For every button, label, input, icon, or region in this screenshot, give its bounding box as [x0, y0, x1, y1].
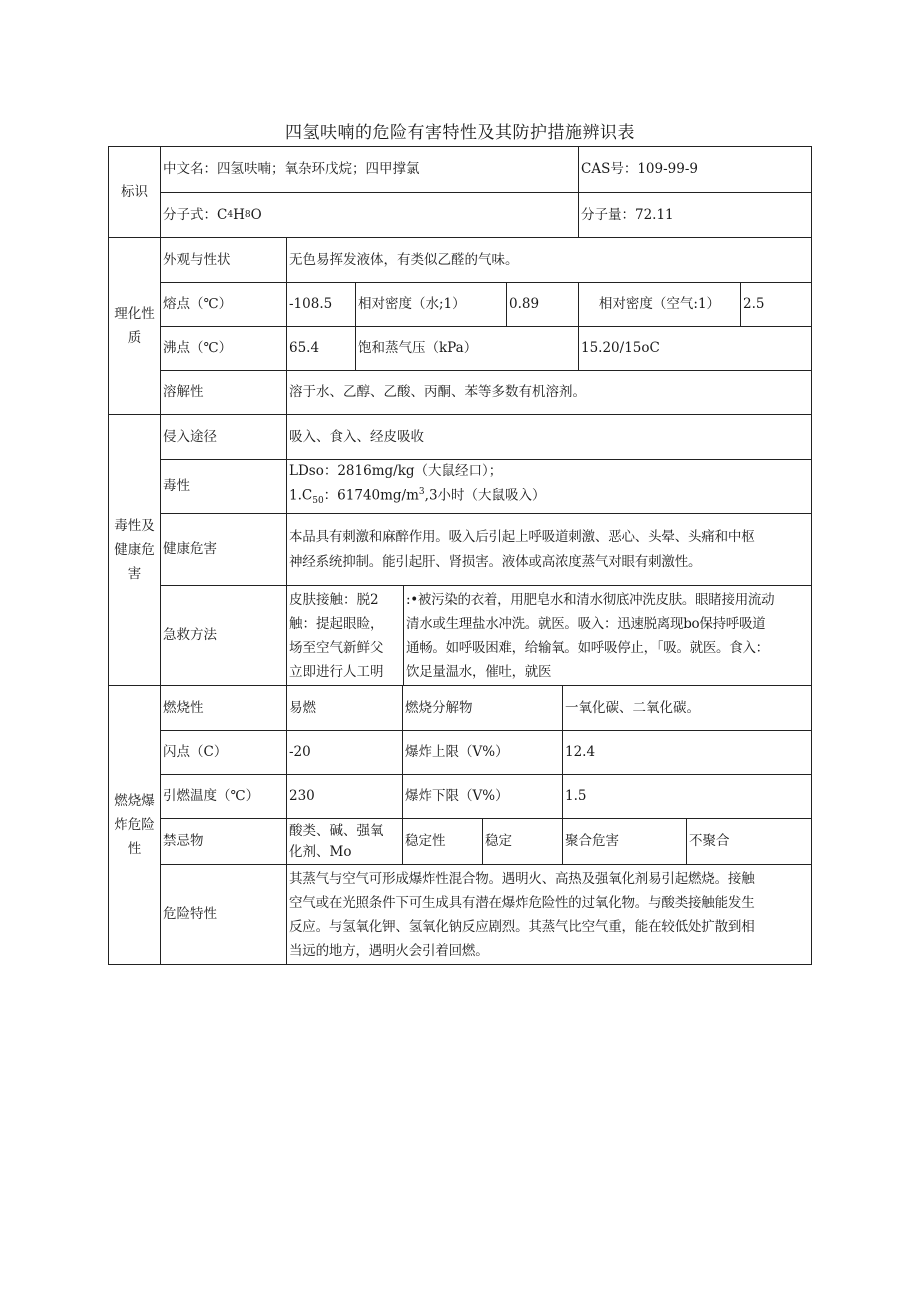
vapor-pressure-value: 15.20/15oC	[581, 340, 660, 356]
firstaid-right-1: :•被污染的衣着，用肥皂水和清水彻底冲洗皮肤。眼睹接用流动	[406, 591, 775, 608]
cas-number: CAS号：109-99-9	[581, 161, 698, 177]
melting-point-label: 熔点（℃）	[163, 296, 233, 312]
route-value: 吸入、食入、经皮吸收	[289, 428, 424, 445]
stability-value: 稳定	[485, 833, 512, 849]
lc50-sub: 50	[312, 496, 324, 507]
flash-point-value: -20	[289, 744, 311, 760]
ld50: LDso：2816mg/kg（大鼠经口）；	[289, 462, 503, 479]
firstaid-left	[287, 586, 403, 685]
lower-explosion-limit-label: 爆炸下限（V%）	[405, 788, 509, 804]
firstaid-left-2: 触：提起眼睑，	[289, 615, 384, 632]
toxicity-label: 毒性	[163, 478, 190, 494]
firstaid-left-3: 场至空气新鲜父	[289, 639, 384, 656]
upper-explosion-limit-label: 爆炸上限（V%）	[405, 744, 509, 760]
health-value	[287, 514, 811, 585]
formula-h: H	[233, 206, 245, 223]
rel-density-air-value: 2.5	[743, 296, 765, 312]
firstaid-label: 急救方法	[163, 627, 217, 643]
combustion-products-label: 燃烧分解物	[405, 699, 473, 716]
ignition-temp-label: 引燃温度（℃）	[163, 788, 260, 804]
incompatible-value	[287, 819, 402, 864]
hazard-line-3: 反应。与氢氧化钾、氢氧化钠反应剧烈。其蒸气比空气重，能在较低处扩散到相	[289, 918, 755, 935]
molecular-weight: 分子量：72.11	[581, 206, 674, 223]
cn-name: 中文名：四氢呋喃；氧杂环戊烷；四甲撑氯	[163, 161, 420, 177]
lc50-mid: ：61740mg/m	[323, 487, 419, 504]
lc50	[289, 482, 546, 512]
health-line-1: 本品具有刺激和麻醉作用。吸入后引起上呼吸道刺激、恶心、头晕、头痛和中枢	[289, 528, 755, 545]
health-label: 健康危害	[163, 541, 217, 557]
rel-density-water-value: 0.89	[509, 296, 540, 312]
melting-point-value: -108.5	[289, 296, 333, 312]
rel-density-air-label: 相对密度（空气:1）	[598, 296, 721, 312]
incompatible-label: 禁忌物	[163, 833, 204, 849]
flammability-label: 燃烧性	[163, 699, 204, 716]
incompatible-line-2: 化剂、Mo	[289, 843, 352, 860]
incompatible-line-1: 酸类、碱、强氧	[289, 822, 384, 839]
solubility-value: 溶于水、乙醇、乙酸、丙酮、苯等多数有机溶剂。	[289, 384, 586, 400]
formula-o: O	[250, 206, 262, 223]
firstaid-right-4: 饮足量温水，催吐，就医	[406, 663, 552, 680]
stability-label: 稳定性	[405, 833, 446, 849]
boiling-point-label: 沸点（℃）	[163, 340, 233, 356]
appearance-value: 无色易挥发液体，有类似乙醛的气味。	[289, 251, 519, 268]
firstaid-left-4: 立即进行人工明	[289, 663, 384, 680]
formula-h-count: 8	[244, 209, 251, 220]
lower-explosion-limit-value: 1.5	[565, 788, 587, 804]
rel-density-water-label: 相对密度（水;1）	[358, 296, 466, 312]
molecular-formula	[161, 193, 578, 237]
hazard-line-2: 空气或在光照条件下可生成具有潜在爆炸危险性的过氧化物。与酸类接触能发生	[289, 894, 755, 911]
health-line-2: 神经系统抑制。能引起肝、肾损害。液体或高浓度蒸气对眼有刺激性。	[289, 553, 702, 570]
firstaid-left-1: 皮肤接触：脱2	[289, 591, 379, 608]
firstaid-right-2: 清水或生理盐水冲洗。就医。吸入：迅速脱离现bo保持呼吸道	[406, 615, 766, 632]
lc50-sup: 3	[418, 486, 425, 497]
section-id-label: 标识	[121, 184, 148, 200]
toxicity-value	[287, 460, 811, 513]
upper-explosion-limit-value: 12.4	[565, 744, 596, 760]
formula-c-count: 4	[227, 209, 234, 220]
vapor-pressure-label: 饱和蒸气压（kPa）	[358, 340, 478, 356]
polymerization-value: 不聚合	[689, 833, 730, 849]
appearance-label: 外观与性状	[163, 251, 231, 268]
firstaid-right-3: 通畅。如呼吸困难，给输氧。如呼吸停止，「吸。就医。食入：	[406, 639, 769, 656]
polymerization-label: 聚合危害	[565, 833, 619, 849]
lc50-suffix: ,3小时（大鼠吸入）	[424, 487, 546, 504]
combustion-products-value: 一氧化碳、二氧化碳。	[565, 699, 700, 716]
boiling-point-value: 65.4	[289, 340, 320, 356]
formula-prefix: 分子式：C	[163, 206, 228, 223]
route-label: 侵入途径	[163, 428, 217, 445]
section-phys-label: 理化性质	[114, 306, 155, 346]
hazard-line-1: 其蒸气与空气可形成爆炸性混合物。遇明火、高热及强氧化剂易引起燃烧。接触	[289, 870, 755, 887]
section-fire-label: 燃烧爆炸危险性	[114, 793, 155, 857]
hazard-value	[287, 865, 811, 964]
hazard-line-4: 当远的地方，遇明火会引着回燃。	[289, 942, 489, 959]
solubility-label: 溶解性	[163, 384, 204, 400]
flammability-value: 易燃	[289, 699, 316, 716]
flash-point-label: 闪点（C）	[163, 744, 228, 760]
lc50-prefix: 1.C	[289, 487, 313, 504]
page-title: 四氢呋喃的危险有害特性及其防护措施辨识表	[285, 123, 635, 143]
firstaid-right	[404, 586, 811, 685]
hazard-label: 危险特性	[163, 906, 217, 922]
ignition-temp-value: 230	[289, 788, 315, 804]
section-tox-label: 毒性及健康危害	[114, 518, 155, 582]
